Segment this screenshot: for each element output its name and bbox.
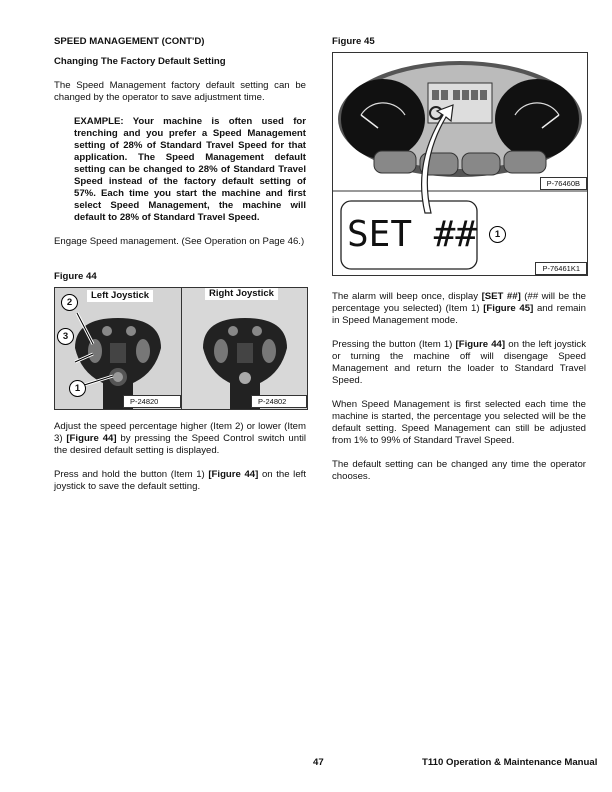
paragraph bbox=[54, 421, 306, 457]
figure-ref: [Figure 45] bbox=[483, 303, 534, 314]
paragraph bbox=[332, 291, 586, 327]
subsection-title: Changing The Factory Default Setting bbox=[54, 56, 226, 67]
left-column-lower-text bbox=[54, 421, 306, 505]
figure-44-joysticks bbox=[54, 287, 308, 410]
photo-code: P-76461K1 bbox=[535, 262, 587, 275]
text: Press and hold the button (Item 1) bbox=[54, 469, 209, 480]
paragraph: When Speed Management is first selected each time the machine is started, the percentage you selected will be the default setting. Speed Management can still be adjusted from 1% to 99% of Standard Travel Speed. bbox=[332, 399, 586, 446]
callout-1: 1 bbox=[489, 226, 506, 243]
figure-45-display bbox=[332, 52, 588, 276]
paragraph: The default setting can be changed any time the operator chooses. bbox=[332, 459, 586, 482]
text: and remain in Speed Management mode. bbox=[332, 303, 586, 326]
page-number: 47 bbox=[313, 757, 324, 768]
text: by pressing the Speed Control switch until the desired default setting is displayed. bbox=[54, 433, 306, 456]
left-joystick-title: Left Joystick bbox=[87, 290, 153, 302]
paragraph bbox=[332, 339, 586, 387]
set-display-readout: SET ## bbox=[347, 214, 478, 255]
photo-code: P-24802 bbox=[251, 395, 307, 408]
figure-ref: [Figure 44] bbox=[208, 469, 259, 480]
figure-ref: [Figure 44] bbox=[66, 433, 117, 444]
callout-3: 3 bbox=[57, 328, 74, 345]
paragraph bbox=[54, 469, 306, 493]
figure-45-label: Figure 45 bbox=[332, 36, 375, 47]
joystick-photos bbox=[55, 288, 307, 409]
section-title: SPEED MANAGEMENT (CONT'D) bbox=[54, 36, 205, 47]
figure-44-label: Figure 44 bbox=[54, 271, 97, 282]
callout-1: 1 bbox=[69, 380, 86, 397]
text: Pressing the button (Item 1) bbox=[332, 339, 456, 350]
right-column-text bbox=[332, 291, 586, 495]
right-joystick-title: Right Joystick bbox=[205, 288, 278, 300]
figure-ref: [Figure 44] bbox=[455, 339, 506, 350]
display-ref: [SET ##] bbox=[481, 291, 521, 302]
text: (## will be the percentage you selected) (Item 1) bbox=[332, 291, 587, 314]
example-note: EXAMPLE: Your machine is often used for trenching and you prefer a Speed Management setting of 28% of Standard Travel Speed for that application. The Speed Management default setting can be changed to 28% of Standard Travel Speed instead of the factory default setting of 57%. Each time you start the machine and first select Speed Management, the machine will default to 28% of Standard Travel Speed. bbox=[74, 116, 306, 223]
paragraph: The Speed Management factory default setting can be changed by the operator to save adjustment time. bbox=[54, 80, 306, 103]
paragraph: Engage Speed management. (See Operation on Page 46.) bbox=[54, 236, 305, 247]
photo-code: P-76460B bbox=[540, 177, 587, 190]
text: on the left joystick or turning the machine off will disengage Speed Management and return the loader to Standard Travel Speed. bbox=[332, 339, 587, 386]
text: on the left joystick to save the default setting. bbox=[54, 469, 306, 492]
manual-title: T110 Operation & Maintenance Manual bbox=[422, 757, 598, 768]
text: Adjust the speed percentage higher (Item 2) or lower (Item 3) bbox=[54, 421, 306, 444]
text: The alarm will beep once, display bbox=[332, 291, 482, 302]
callout-2: 2 bbox=[61, 294, 78, 311]
photo-code: P-24820 bbox=[123, 395, 181, 408]
left-column-text bbox=[54, 36, 306, 260]
